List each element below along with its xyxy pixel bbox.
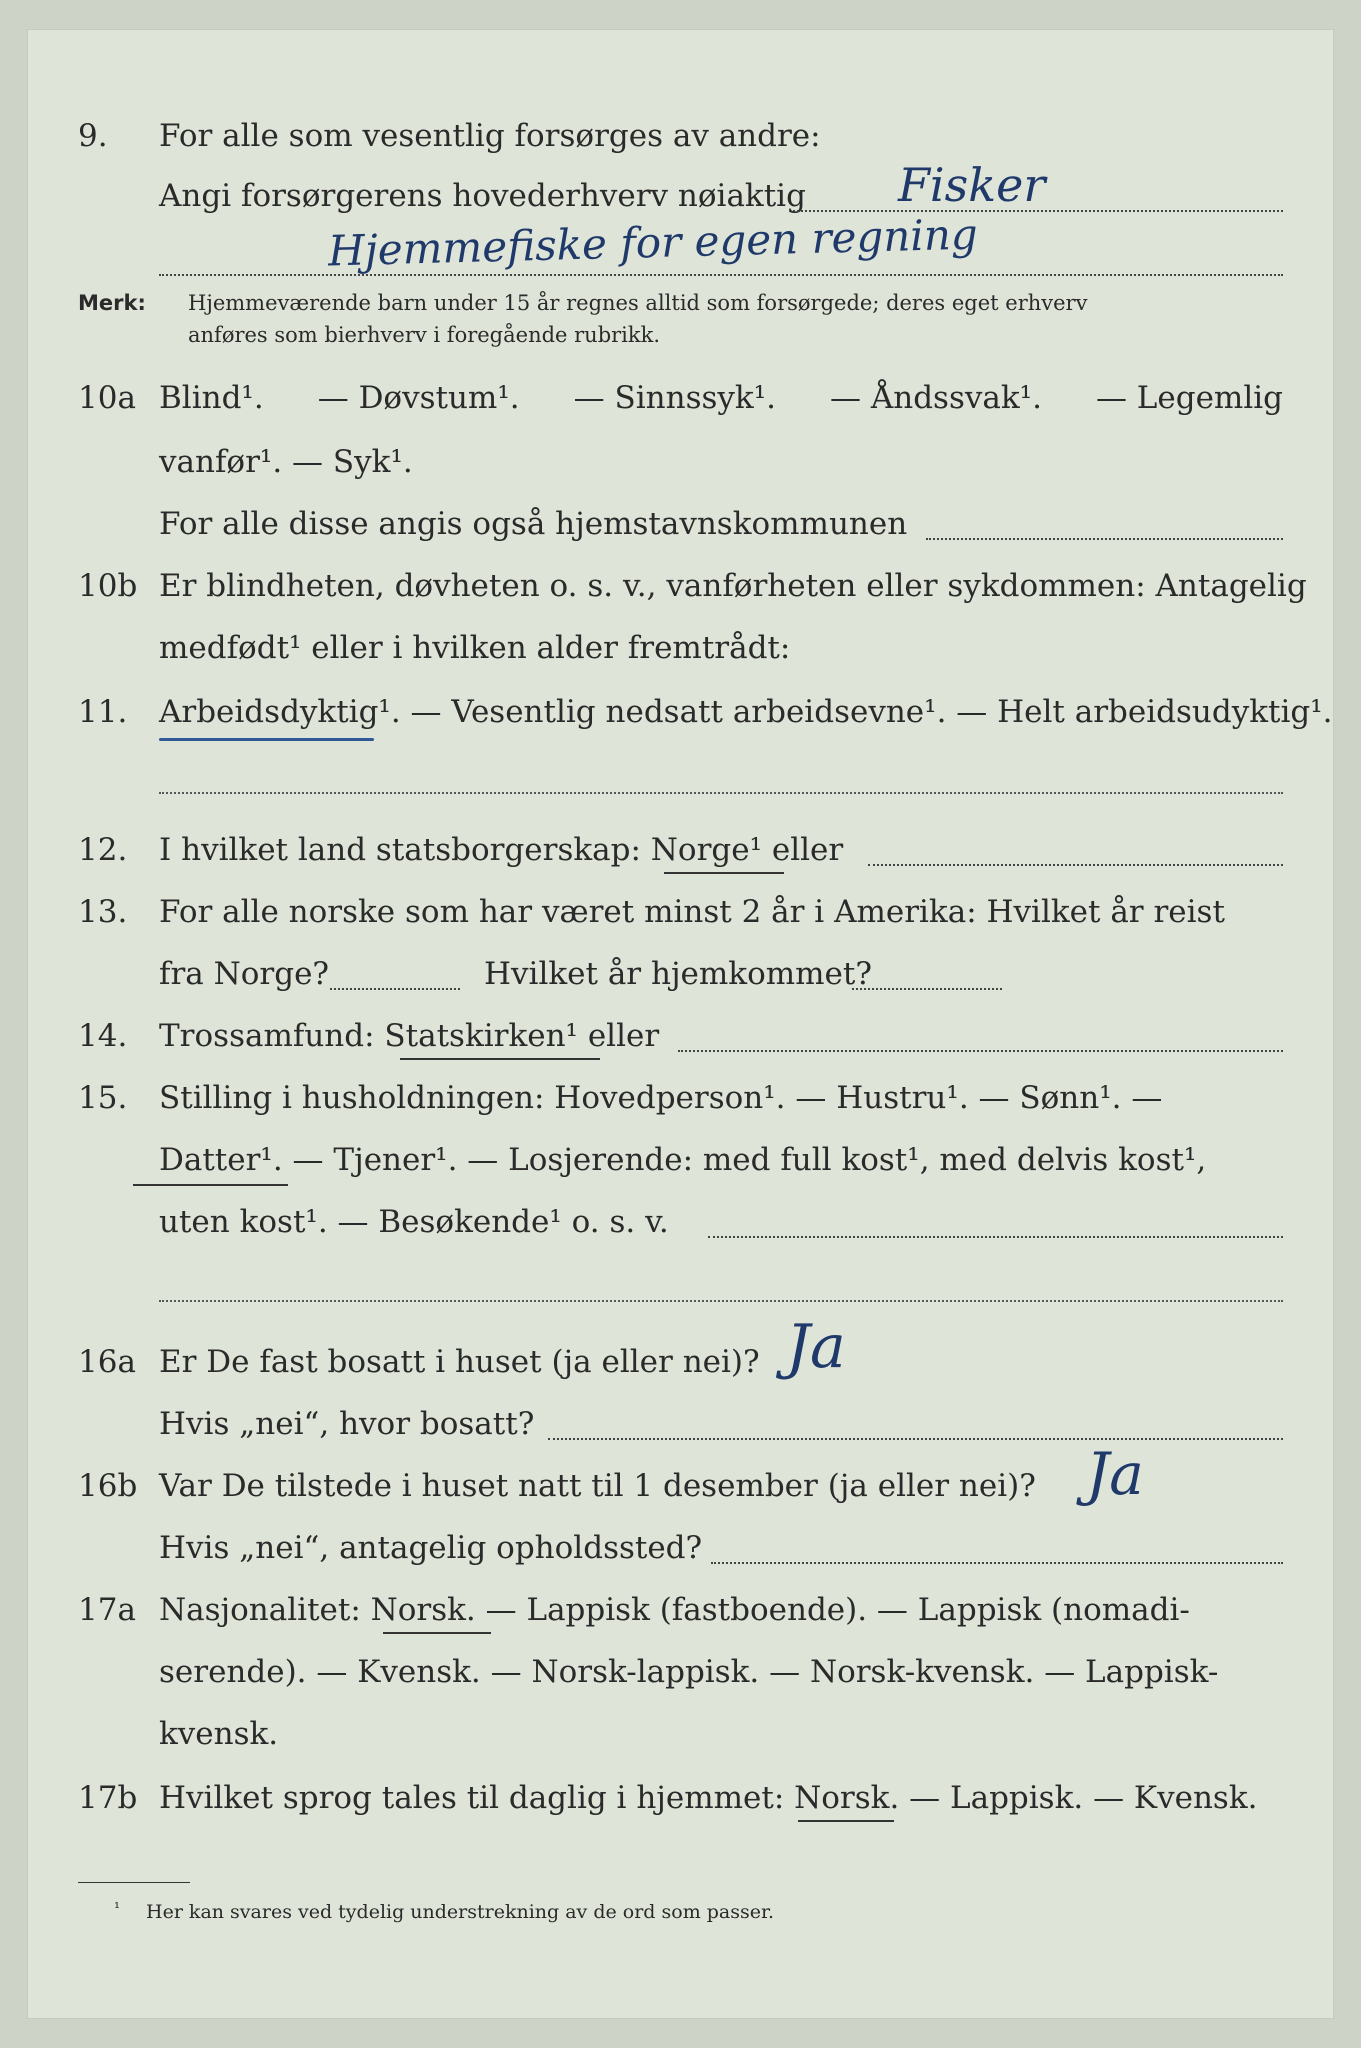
- q10a-answer-line: [926, 538, 1283, 540]
- merk-label: Merk:: [78, 291, 146, 315]
- q10a-option-blind: Blind¹.: [159, 380, 264, 416]
- q11-number: 11.: [78, 694, 128, 730]
- q17b-number: 17b: [78, 1780, 138, 1816]
- q16a-handwritten-answer: Ja: [786, 1312, 846, 1382]
- merk-text-2: anføres som bierhverv i foregående rubrikk.: [188, 323, 661, 347]
- q10a-option-andssvak: — Åndssvak¹.: [830, 380, 1042, 416]
- footnote-rule: [78, 1882, 190, 1883]
- q15-number: 15.: [78, 1080, 128, 1116]
- q16a-text-1: Er De fast bosatt i huset (ja eller nei)?: [159, 1344, 760, 1380]
- q15-underline-datter: [133, 1184, 288, 1186]
- q17a-text-1: Nasjonalitet: Norsk. — Lappisk (fastboende). — Lappisk (nomadi-: [159, 1592, 1190, 1628]
- q10b-text-1: Er blindheten, døvheten o. s. v., vanførheten eller sykdommen: Antagelig: [159, 568, 1307, 604]
- q13-text-2b: Hvilket år hjemkommet?: [484, 956, 872, 992]
- q17a-text-2: serende). — Kvensk. — Norsk-lappisk. — Norsk-kvensk. — Lappisk-: [159, 1654, 1219, 1690]
- q15-text-2: Datter¹. — Tjener¹. — Losjerende: med full kost¹, med delvis kost¹,: [159, 1142, 1207, 1178]
- q16b-number: 16b: [78, 1468, 138, 1504]
- q9-text-2: Angi forsørgerens hovederhverv nøiaktig: [159, 178, 806, 214]
- q10a-option-legemlig: — Legemlig: [1095, 380, 1283, 416]
- q15-text-3: uten kost¹. — Besøkende¹ o. s. v.: [159, 1204, 669, 1240]
- q10a-text-2: vanfør¹. — Syk¹.: [159, 444, 413, 480]
- q13-hjemkommet-answer-line: [852, 988, 1002, 990]
- q14-answer-line: [678, 1050, 1283, 1052]
- q11-answer-line: [159, 792, 1283, 794]
- q12-number: 12.: [78, 832, 128, 868]
- q13-text-1: For alle norske som har været minst 2 år i Amerika: Hvilket år reist: [159, 894, 1225, 930]
- q17b-text-1: Hvilket sprog tales til daglig i hjemmet: Norsk. — Lappisk. — Kvensk.: [159, 1780, 1258, 1816]
- q12-text-1: I hvilket land statsborgerskap: Norge¹ eller: [159, 832, 844, 868]
- q17a-text-3: kvensk.: [159, 1716, 279, 1752]
- q16b-text-2: Hvis „nei“, antagelig opholdssted?: [159, 1530, 703, 1566]
- q10a-option-sinnssyk: — Sinnssyk¹.: [573, 380, 776, 416]
- q10b-text-2: medfødt¹ eller i hvilken alder fremtrådt:: [159, 630, 791, 666]
- q13-reist-answer-line: [330, 988, 460, 990]
- q16a-answer-line: [548, 1438, 1283, 1440]
- q14-number: 14.: [78, 1018, 128, 1054]
- q17a-underline-norsk: [383, 1632, 491, 1634]
- q17a-number: 17a: [78, 1592, 136, 1628]
- q9-text-1: For alle som vesentlig forsørges av andre:: [159, 118, 821, 154]
- q11-handwritten-underline: [159, 738, 374, 741]
- merk-text-1: Hjemmeværende barn under 15 år regnes alltid som forsørgede; deres eget erhverv: [188, 291, 1088, 315]
- q16b-text-1: Var De tilstede i huset natt til 1 desember (ja eller nei)?: [159, 1468, 1036, 1504]
- q10b-number: 10b: [78, 568, 138, 604]
- q16b-answer-line: [711, 1562, 1283, 1564]
- q10a-option-dovstum: — Døvstum¹.: [317, 380, 520, 416]
- q11-text-1: Arbeidsdyktig¹. — Vesentlig nedsatt arbeidsevne¹. — Helt arbeidsudyktig¹.: [159, 694, 1333, 730]
- q9-answer-line-2: [159, 274, 1283, 276]
- q10a-options: [159, 378, 1283, 418]
- q9-number: 9.: [78, 118, 108, 154]
- q14-text-1: Trossamfund: Statskirken¹ eller: [159, 1018, 660, 1054]
- q13-number: 13.: [78, 894, 128, 930]
- q9-handwritten-answer-1: Fisker: [898, 158, 1046, 212]
- q16a-text-2: Hvis „nei“, hvor bosatt?: [159, 1406, 535, 1442]
- q16b-handwritten-answer: Ja: [1086, 1440, 1144, 1508]
- q17b-underline-norsk: [798, 1820, 894, 1822]
- q10a-number: 10a: [78, 380, 136, 416]
- q15-answer-line-2: [159, 1300, 1283, 1302]
- census-form-page: [28, 30, 1333, 2018]
- q12-answer-line: [868, 864, 1283, 866]
- q10a-text-3: For alle disse angis også hjemstavnskommunen: [159, 506, 908, 542]
- q15-answer-line: [708, 1236, 1283, 1238]
- q12-underline-norge: [664, 872, 784, 874]
- q15-text-1: Stilling i husholdningen: Hovedperson¹. — Hustru¹. — Sønn¹. —: [159, 1080, 1163, 1116]
- q9-handwritten-answer-2: Hjemmefiske for egen regning: [327, 209, 979, 276]
- footnote-mark: ¹: [114, 1899, 121, 1917]
- q13-text-2a: fra Norge?: [159, 956, 330, 992]
- footnote-text: Her kan svares ved tydelig understrekning av de ord som passer.: [146, 1901, 775, 1923]
- q16a-number: 16a: [78, 1344, 136, 1380]
- q14-underline-statskirken: [400, 1058, 600, 1060]
